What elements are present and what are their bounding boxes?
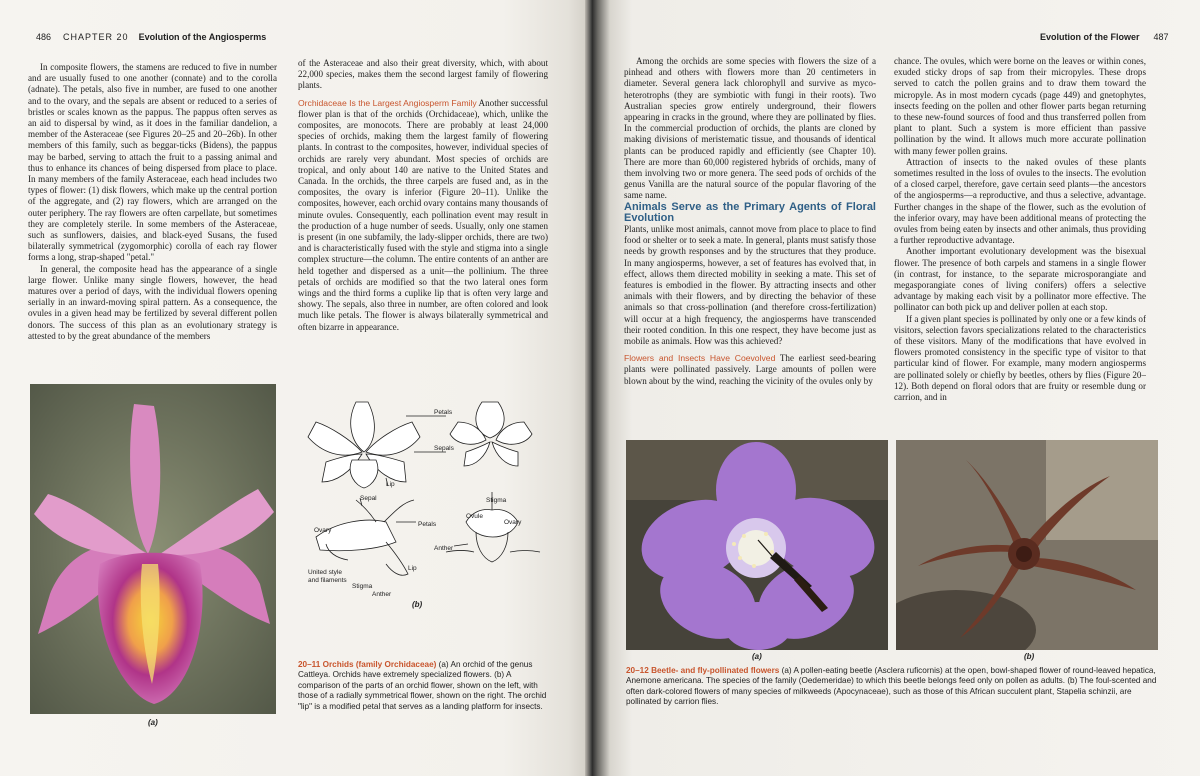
right-page-number: 487 xyxy=(1153,32,1169,42)
right-column-2 xyxy=(894,56,1146,426)
stapelia-flower-image xyxy=(896,440,1158,650)
figure-b-label: (b) xyxy=(412,600,423,609)
diagram-label-stigma-right: Stigma xyxy=(486,497,507,504)
diagram-label-ovary-left: Ovary xyxy=(314,527,332,534)
diagram-label-united-style-2: and filaments xyxy=(308,577,347,584)
figure-20-11-caption xyxy=(298,660,550,712)
paragraph: of the Asteraceae and also their great diversity, which, with about 22,000 species, makes them the second largest family of flowering plants. xyxy=(298,58,548,91)
left-column-2 xyxy=(298,58,548,358)
orchidaceae-subhead: Orchidaceae Is the Largest Angiosperm Family xyxy=(298,97,477,108)
paragraph: Plants, unlike most animals, cannot move from place to place to find food or shelter or to seek a mate. In general, plants must satisfy those needs by growth responses and by the structures that they produce. In many angiosperms, however, a set of features has evolved that, in effect, allows them directed mobility in seeking a mate. This set of features is embodied in the flower. By attracting insects and other animals with their flowers, and by directing the behavior of these animals so that cross-pollination (and therefore cross-fertilization) will occur at a high frequency, the angiosperms have transcended their rooted condition. In this one respect, they have become just as mobile as animals. How was this achieved? xyxy=(624,224,876,347)
caption-number: 20–11 xyxy=(298,660,321,669)
paragraph: chance. The ovules, which were borne on the leaves or within cones, exuded sticky drops of sap from their micropyles. These drops served to catch the pollen grains and to draw them toward the micropyle. As in most modern cycads (page 449) and gnetophytes, insects feeding on the pollen and other flower parts began returning to these new-found sources of food and thus transferred pollen from plant to plant. Such a system is more efficient than passive pollination by the wind. It allows much more accurate pollination with many fewer pollen grains. xyxy=(894,56,1146,156)
chapter-title: Evolution of the Angiosperms xyxy=(138,32,267,42)
paragraph: If a given plant species is pollinated by only one or a few kinds of visitors, selection favors specializations related to the characteristics of these visitors. Many of the modifications that have evolved in flowers promoted consistency in the specific type of visitor to that particular kind of flower. For example, many modern angiosperms are pollinated solely or chiefly by beetles, others by flies (Figure 20–12). Both depend on floral odors that are fruity or resemble dung or carrion, and in xyxy=(894,313,1146,403)
coevolved-text: The earliest seed-bearing plants were pollinated passively. Large amounts of pollen were blown about by the wind, reaching the vicinity of the ovules only by xyxy=(624,353,876,386)
orchid-parts-diagram xyxy=(296,382,552,612)
paragraph xyxy=(624,353,876,387)
left-running-head xyxy=(36,32,266,42)
left-page-number: 486 xyxy=(36,32,52,42)
diagram-label-petals-top: Petals xyxy=(434,409,453,416)
figure-a-label: (a) xyxy=(148,718,158,727)
diagram-label-united-style-1: United style xyxy=(308,569,342,576)
coevolved-subhead: Flowers and Insects Have Coevolved xyxy=(624,353,776,364)
photo-b-label: (b) xyxy=(1024,652,1035,661)
hepatica-beetle-photo xyxy=(626,440,888,650)
right-column-1 xyxy=(624,56,876,426)
diagram-label-ovary-right: Ovary xyxy=(504,519,522,526)
right-page xyxy=(592,0,1200,776)
paragraph: In general, the composite head has the appearance of a single large flower. Unlike many single flowers, however, the head matures over a period of days, with the individual flowers opening serially in an inward-moving spiral pattern. As a consequence, the ovules in a given head may be fertilized by several different pollen donors. The success of this plan as an evolutionary strategy is attested to by the great abundance of the members xyxy=(28,263,277,341)
diagram-label-lip-top: Lip xyxy=(386,481,395,488)
paragraph: Another important evolutionary development was the bisexual flower. The presence of both carpels and stamens in a single flower (in contrast, for instance, to the separate microsporangiate and megasporangiate cones of living conifers) offers a selective advantage by making each visit by a pollinator more effective. The pollinator can both pick up and deliver pollen at each stop. xyxy=(894,246,1146,313)
section-heading: Animals Serve as the Primary Agents of Floral Evolution xyxy=(624,200,876,224)
photo-a-label: (a) xyxy=(752,652,762,661)
cattleya-orchid-image xyxy=(30,384,276,714)
caption-text: (a) An orchid of the genus Cattleya. Orchids have extremely specialized flowers. (b) A comparison of the parts of an orchid flower, shown on the left, with those of a radially symmetrical flower, shown on the right. The orchid "lip" is a modified petal that serves as a landing platform for insects. xyxy=(298,660,547,711)
diagram-label-ovule: Ovule xyxy=(466,513,483,520)
caption-text: (a) A pollen-eating beetle (Asclera ruficornis) at the open, bowl-shaped flower of round-leaved hepatica, Anemone americana. The species of the family (Oedemeridae) to which this beetle belongs feed only on pollen as adults. (b) The foul-scented and often dark-colored flowers of many species of milkweeds (Apocynaceae), such as those of this African succulent plant, Stapelia schinzii, are pollinated by carrion flies. xyxy=(626,666,1157,707)
paragraph: Among the orchids are some species with flowers the size of a pinhead and others with flowers more than 20 centimeters in diameter. Several genera lack chlorophyll and survive as myco-heterotrophs (they are symbiotic with fungi in their roots). Two Australian species grow entirely underground, their flowers appearing in cracks in the ground, where they are pollinated by flies. In the commercial production of orchids, the plants are cloned by making divisions of meristematic tissue, and thousands of identical plants can be produced rapidly and efficiently (see Chapter 10). There are more than 60,000 registered hybrids of orchids, many of them involving two or more genera. The seed pods of orchids of the genus Vanilla are the natural source of the popular flavoring of the same name. xyxy=(624,56,876,201)
diagram-label-petals-mid: Petals xyxy=(418,521,437,528)
hepatica-flower-image xyxy=(626,440,888,650)
diagram-label-lip-mid: Lip xyxy=(408,565,417,572)
figure-20-12-caption xyxy=(626,666,1158,708)
paragraph: In composite flowers, the stamens are reduced to five in number and are usually fused to one another (connate) and to the corolla (adnate). The petals, also five in number, are fused to one another and to the ovary, and the sepals are absent or reduced to a series of bristles or scales known as the pappus. The pappus often serves as an aid to dispersal by wind, as it does in the familiar dandelion, a member of the Asteraceae (see Figures 20–25 and 20–26b). In other members of this family, such as beggar-ticks (Bidens), the pappus may be barbed, serving to attach the fruit to a passing animal and thus to enhance its chances of being dispersed from place to place. In many members of the family Asteraceae, each head includes two types of flower: (1) disk flowers, which make up the central portion of the aggregate, and (2) ray flowers, which are arranged on the outer periphery. The ray flowers are often carpellate, but sometimes they are completely sterile. In some members of the Asteraceae, such as sunflowers, daisies, and black-eyed Susans, the fused bilaterally symmetrical (zygomorphic) corolla of each ray flower forms a long, strap-shaped "petal." xyxy=(28,62,277,263)
paragraph xyxy=(298,98,548,333)
diagram-label-sepal: Sepal xyxy=(360,495,377,502)
diagram-label-anther-right: Anther xyxy=(434,545,454,552)
diagram-label-anther-left: Anther xyxy=(372,591,392,598)
orchid-photo xyxy=(30,384,276,714)
caption-number: 20–12 xyxy=(626,666,649,675)
running-title: Evolution of the Flower xyxy=(1040,32,1140,42)
paragraph: Attraction of insects to the naked ovules of these plants sometimes resulted in the loss of ovules to the insects. The evolution of a closed carpel, therefore, gave certain seed plants—the ancestors of the angiosperms—a reproductive, and thus a selective, advantage. Further changes in the shape of the flower, such as the evolution of the inferior ovary, may have been additional means of protecting the ovules from being eaten by insects and other animals, thus providing a further reproductive advantage. xyxy=(894,156,1146,246)
stapelia-photo xyxy=(896,440,1158,650)
orchidaceae-text: Another successful flower plan is that of the orchids (Orchidaceae), which, unlike the composites, are monocots. There are probably at least 24,000 species of orchids, making them the largest family of flowering plants. In contrast to the composites, however, individual species of orchids are rarely very abundant. Most species of orchids are tropical, and only about 140 are native to the United States and Canada. In the orchids, the three carpels are fused and, as in the composites, the ovary is inferior (Figure 20–11). Unlike the composites, however, each orchid ovary contains many thousands of minute ovules. Consequently, each pollination event may result in the production of a huge number of seeds. Usually, only one stamen is present (in one subfamily, the lady-slipper orchids, there are two) and is characteristically fused with the style and stigma into a single complex structure—the column. The entire contents of an anther are held together and dispersed as a unit—the pollinium. The three petals of orchids are modified so that the two lateral ones form wings and the third forms a cuplike lip that is often very large and showy. The sepals, also three in number, are often colored and look much like petals. The flower is always bilaterally symmetrical and often bizarre in appearance. xyxy=(298,97,548,332)
diagram-label-stigma-left: Stigma xyxy=(352,583,373,590)
left-column-1 xyxy=(28,62,277,362)
left-page xyxy=(0,0,592,776)
chapter-label: CHAPTER 20 xyxy=(63,32,129,42)
right-running-head xyxy=(1040,32,1169,42)
caption-title: Beetle- and fly-pollinated flowers xyxy=(651,666,780,675)
caption-title: Orchids (family Orchidaceae) xyxy=(322,660,437,669)
diagram-label-sepals: Sepals xyxy=(434,445,454,452)
